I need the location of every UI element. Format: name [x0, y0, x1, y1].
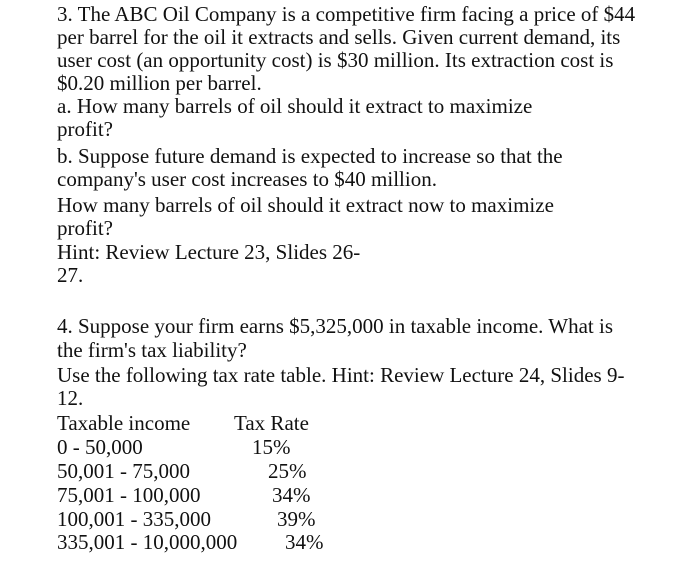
- q3-line-3: user cost (an opportunity cost) is $30 million. Its extraction cost is: [57, 48, 614, 72]
- q4-line-2: the firm's tax liability?: [57, 338, 247, 362]
- table-header-income: Taxable income: [57, 411, 191, 435]
- row-rate: 39%: [277, 507, 316, 531]
- q3-line-7: b. Suppose future demand is expected to increase so that the: [57, 144, 563, 168]
- q3-line-1: 3. The ABC Oil Company is a competitive firm facing a price of $44: [57, 2, 636, 26]
- q3-line-8: company's user cost increases to $40 million.: [57, 167, 437, 191]
- q4-line-1: 4. Suppose your firm earns $5,325,000 in taxable income. What is: [57, 314, 614, 338]
- row-rate: 34%: [285, 530, 324, 554]
- row-income: 0 - 50,000: [57, 435, 143, 459]
- row-income: 75,001 - 100,000: [57, 483, 201, 507]
- row-rate: 25%: [268, 459, 307, 483]
- table-header-rate: Tax Rate: [234, 411, 309, 435]
- row-income: 100,001 - 335,000: [57, 507, 211, 531]
- q3-line-4: $0.20 million per barrel.: [57, 71, 262, 95]
- row-income: 335,001 - 10,000,000: [57, 530, 238, 554]
- row-income: 50,001 - 75,000: [57, 459, 190, 483]
- q3-line-6: profit?: [57, 117, 113, 141]
- q3-line-10: profit?: [57, 216, 113, 240]
- q3-line-12: 27.: [57, 263, 84, 287]
- q3-line-2: per barrel for the oil it extracts and sells. Given current demand, its: [57, 25, 621, 49]
- q4-line-3: Use the following tax rate table. Hint: Review Lecture 24, Slides 9-: [57, 363, 625, 387]
- q3-line-11: Hint: Review Lecture 23, Slides 26-: [57, 240, 361, 264]
- q3-line-5: a. How many barrels of oil should it extract to maximize: [57, 94, 533, 118]
- row-rate: 15%: [252, 435, 291, 459]
- row-rate: 34%: [272, 483, 311, 507]
- q4-line-4: 12.: [57, 386, 84, 410]
- q3-line-9: How many barrels of oil should it extract now to maximize: [57, 193, 554, 217]
